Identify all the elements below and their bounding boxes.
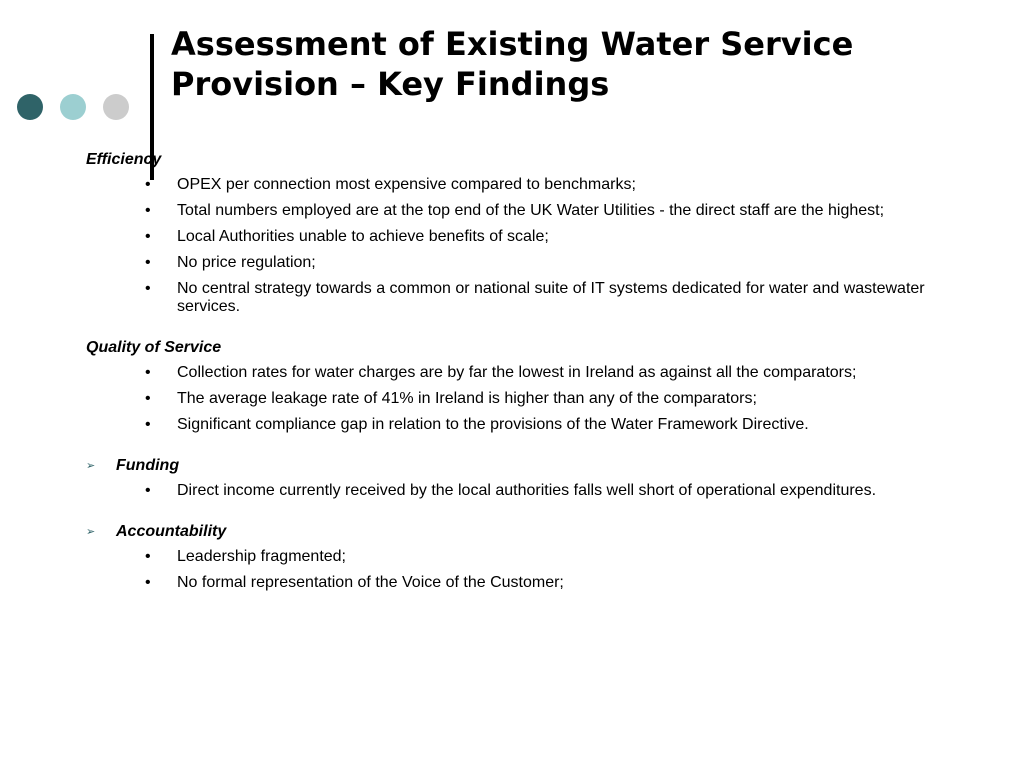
funding-bullet-list: [86, 482, 986, 500]
list-item-text: Collection rates for water charges are by far the lowest in Ireland as against all the comparators;: [177, 364, 857, 381]
bullet-icon: •: [145, 574, 151, 591]
list-item-text: Local Authorities unable to achieve benefits of scale;: [177, 228, 549, 245]
list-item-text: The average leakage rate of 41% in Ireland is higher than any of the comparators;: [177, 390, 757, 407]
bullet-icon: •: [145, 364, 151, 381]
list-item-text: No central strategy towards a common or national suite of IT systems dedicated for water and wastewater services.: [177, 280, 925, 315]
list-item: [86, 390, 986, 408]
list-item-text: Leadership fragmented;: [177, 548, 346, 565]
section-efficiency: [86, 150, 986, 316]
accountability-bullet-list: [86, 548, 986, 592]
list-item-text: Total numbers employed are at the top end of the UK Water Utilities - the direct staff are the highest;: [177, 202, 885, 219]
list-item: [86, 364, 986, 382]
list-item: [86, 482, 986, 500]
bullet-icon: •: [145, 228, 151, 245]
list-item-text: No formal representation of the Voice of the Customer;: [177, 574, 564, 591]
bullet-icon: •: [145, 202, 151, 219]
quality-bullet-list: [86, 364, 986, 434]
bullet-icon: •: [145, 254, 151, 271]
section-heading-efficiency: Efficiency: [86, 151, 162, 168]
decor-dot-gray: [103, 94, 129, 120]
section-quality-of-service: [86, 338, 986, 434]
bullet-icon: •: [145, 176, 151, 193]
slide-title-line-2: Provision – Key Findings: [171, 65, 610, 103]
list-item: [86, 176, 986, 194]
list-item: [86, 202, 986, 220]
section-heading-funding-row: [86, 456, 986, 476]
list-item: [86, 416, 986, 434]
section-accountability: [86, 522, 986, 592]
slide-title: [171, 24, 991, 104]
list-item: [86, 574, 986, 592]
list-item: [86, 228, 986, 246]
bullet-icon: •: [145, 416, 151, 433]
slide-body: [86, 150, 986, 614]
section-heading-quality-of-service: Quality of Service: [86, 339, 222, 356]
list-item: [86, 548, 986, 566]
arrow-bullet-icon: ➢: [86, 526, 96, 538]
bullet-icon: •: [145, 548, 151, 565]
arrow-bullet-icon: ➢: [86, 460, 96, 472]
decor-dot-dark: [17, 94, 43, 120]
bullet-icon: •: [145, 280, 151, 297]
list-item: [86, 280, 986, 316]
list-item-text: Direct income currently received by the local authorities falls well short of operational expenditures.: [177, 482, 877, 499]
list-item-text: Significant compliance gap in relation to the provisions of the Water Framework Directive.: [177, 416, 809, 433]
bullet-icon: •: [145, 482, 151, 499]
slide-title-line-1: Assessment of Existing Water Service: [171, 25, 854, 63]
list-item: [86, 254, 986, 272]
section-heading-accountability: Accountability: [116, 523, 227, 540]
decor-dot-light: [60, 94, 86, 120]
section-heading-accountability-row: [86, 522, 986, 542]
efficiency-bullet-list: [86, 176, 986, 316]
bullet-icon: •: [145, 390, 151, 407]
list-item-text: No price regulation;: [177, 254, 316, 271]
list-item-text: OPEX per connection most expensive compared to benchmarks;: [177, 176, 636, 193]
section-funding: [86, 456, 986, 500]
section-heading-funding: Funding: [116, 457, 180, 474]
